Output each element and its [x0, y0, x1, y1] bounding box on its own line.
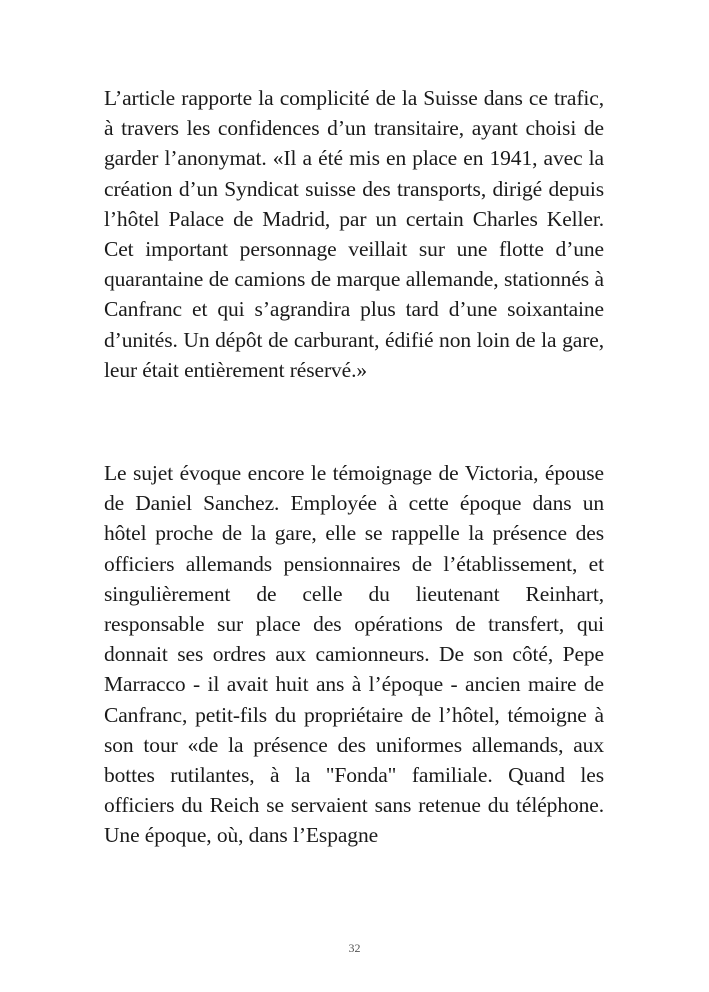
paragraph-text: L’article rapporte la complicité de la Suisse dans ce trafic, à travers les confidences d’un transitaire, ayant choisi de garder l’anonymat. «Il a été mis en place en 1941, avec la création d’un Syndicat suisse des transports, dirigé depuis l’hôtel Palace de Madrid, par un certain Charles Keller. Cet important personnage veillait sur une flotte d’une quarantaine de camions de marque allemande, stationnés à Canfranc et qui s’agrandira plus tard d’une soixantaine d’unités. Un dépôt de carburant, édifié non loin de la gare, leur était entièrement réservé.»	[104, 86, 604, 382]
paragraph-text: Le sujet évoque encore le témoignage de Victoria, épouse de Daniel Sanchez. Employée à cette époque dans un hôtel proche de la gare, elle se rappelle la présence des officiers allemands pensionnaires de l’établissement, et singulièrement de celle du lieutenant Reinhart, responsable sur place des opérations de transfert, qui donnait ses ordres aux camionneurs. De son côté, Pepe Marracco - il avait huit ans à l’époque - ancien maire de Canfranc, petit-fils du propriétaire de l’hôtel, témoigne à son tour «de la présence des uniformes allemands, aux bottes rutilantes, à la "Fonda" familiale. Quand les officiers du Reich se servaient sans retenue du téléphone. Une époque, où, dans l’Espagne	[104, 461, 604, 848]
page-number: 32	[348, 941, 361, 955]
paragraph-victoria-testimony	[104, 458, 604, 851]
paragraph-swiss-complicity	[104, 83, 604, 385]
